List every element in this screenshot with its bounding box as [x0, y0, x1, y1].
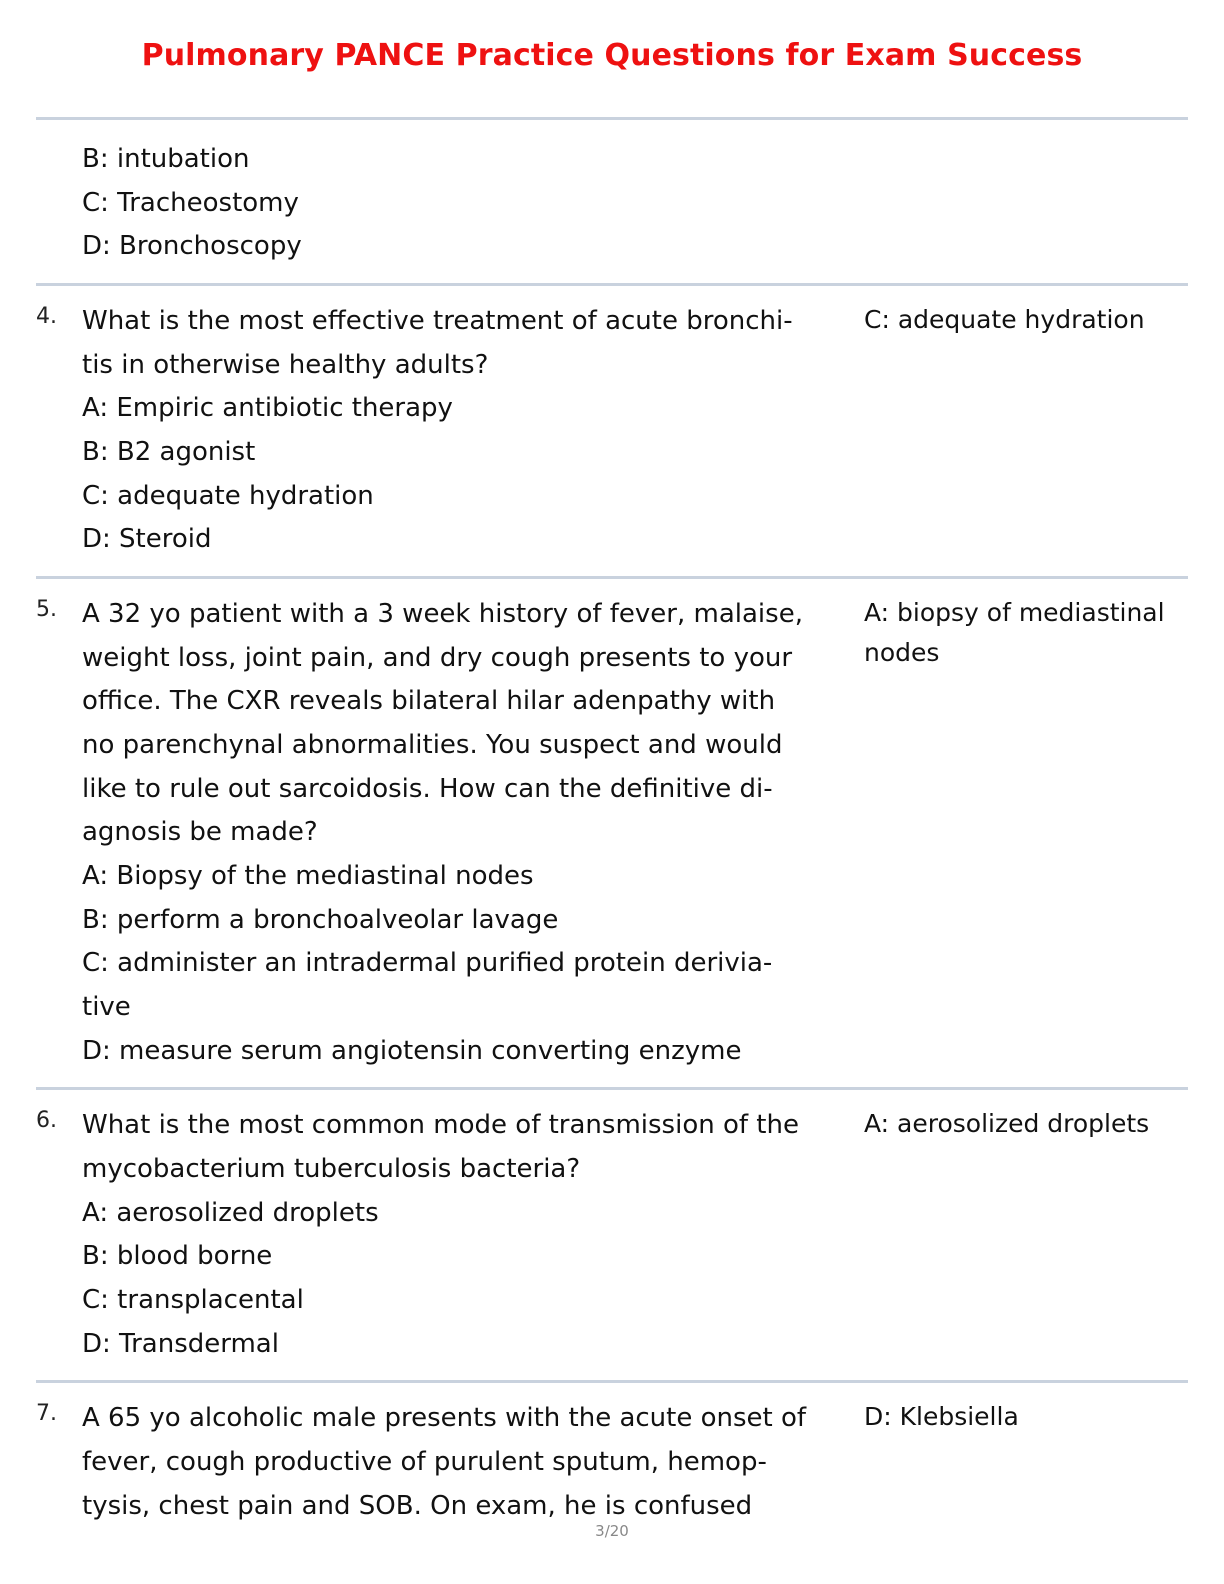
question-stem-line: What is the most effective treatment of acute bronchi-	[82, 306, 793, 337]
option-line: B: intubation	[82, 144, 250, 174]
question-stem-line: agnosis be made?	[82, 817, 318, 848]
question-stem-line: office. The CXR reveals bilateral hilar adenpathy with	[82, 686, 776, 717]
option-line: D: Transdermal	[82, 1328, 279, 1359]
option-line: tive	[82, 992, 131, 1023]
option-line: A: Empiric antibiotic therapy	[82, 393, 453, 424]
answer-note: C: adequate hydration	[864, 305, 1145, 335]
question-stem-line: tysis, chest pain and SOB. On exam, he is confused	[82, 1490, 753, 1521]
answer-note: A: aerosolized droplets	[864, 1109, 1150, 1139]
question-item	[0, 1383, 1224, 1542]
question-item	[0, 579, 1224, 1087]
option-line: D: measure serum angiotensin converting enzyme	[82, 1035, 742, 1066]
page-title: Pulmonary PANCE Practice Questions for Exam Success	[141, 38, 1083, 73]
option-line: C: adequate hydration	[82, 480, 374, 511]
question-stem-line: like to rule out sarcoidosis. How can the definitive di-	[82, 773, 773, 804]
question-stem-line: A 65 yo alcoholic male presents with the acute onset of	[82, 1403, 807, 1434]
question-stem-line: no parenchynal abnormalities. You suspect and would	[82, 730, 783, 761]
option-line: B: blood borne	[82, 1241, 273, 1272]
question-item	[0, 1090, 1224, 1380]
option-line: D: Bronchoscopy	[82, 231, 302, 262]
option-line: C: transplacental	[82, 1285, 304, 1316]
question-item	[0, 286, 1224, 576]
question-number: 6.	[36, 1108, 57, 1134]
question-stem-line: fever, cough productive of purulent sputum, hemop-	[82, 1447, 767, 1478]
option-line: C: administer an intradermal purified protein derivia-	[82, 948, 773, 979]
answer-note: D: Klebsiella	[864, 1402, 1019, 1432]
option-line: C: Tracheostomy	[82, 187, 299, 218]
question-number: 7.	[36, 1401, 57, 1427]
question-number-placeholder	[36, 138, 82, 269]
question-stem-line: A 32 yo patient with a 3 week history of fever, malaise,	[82, 599, 803, 630]
question-number: 5.	[36, 597, 57, 623]
continued-options-block	[0, 120, 1224, 283]
option-line: B: B2 agonist	[82, 437, 256, 468]
question-number: 4.	[36, 304, 57, 330]
answer-note: A: biopsy of mediastinal nodes	[864, 598, 1165, 668]
option-line: A: aerosolized droplets	[82, 1197, 379, 1228]
question-stem-line: What is the most common mode of transmission of the	[82, 1110, 799, 1141]
option-line: A: Biopsy of the mediastinal nodes	[82, 861, 534, 892]
question-stem-line: weight loss, joint pain, and dry cough presents to your	[82, 642, 793, 673]
option-line: D: Steroid	[82, 524, 212, 555]
option-line: B: perform a bronchoalveolar lavage	[82, 904, 559, 935]
question-stem-line: mycobacterium tuberculosis bacteria?	[82, 1154, 581, 1185]
page-number: 3/20	[595, 1522, 629, 1540]
question-stem-line: tis in otherwise healthy adults?	[82, 349, 489, 380]
